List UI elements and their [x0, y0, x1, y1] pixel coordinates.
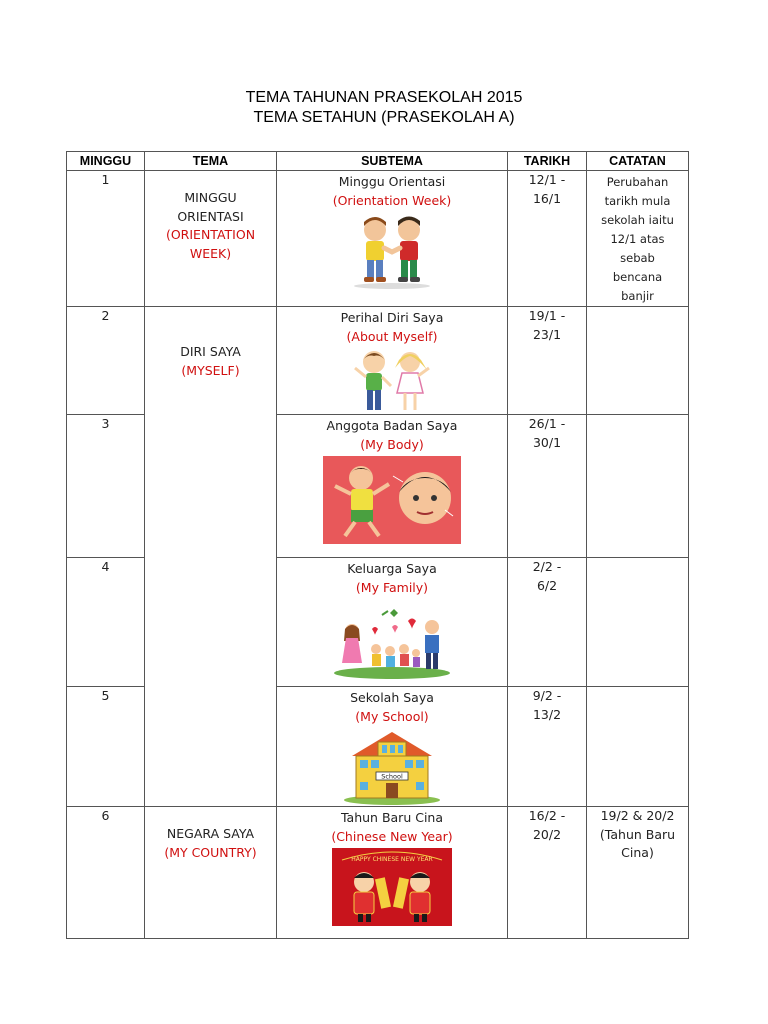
header-tema: TEMA — [145, 152, 277, 171]
note-cell — [587, 687, 689, 807]
theme-name: DIRI SAYA — [180, 344, 241, 359]
week-number: 4 — [67, 558, 145, 687]
note-line: tarikh mula — [604, 194, 671, 208]
subtheme-name: Minggu Orientasi — [338, 174, 446, 189]
date-end: 13/2 — [532, 706, 562, 722]
note-line: Cina) — [621, 845, 654, 860]
note-cell — [587, 558, 689, 687]
subtheme-name: Keluarga Saya — [347, 561, 437, 576]
theme-english: (MYSELF) — [181, 362, 240, 378]
date-cell — [508, 307, 587, 415]
subtheme-cell — [277, 415, 508, 558]
date-end: 6/2 — [536, 577, 558, 593]
date-end: 20/2 — [532, 826, 562, 842]
note-line: bencana — [612, 270, 663, 284]
theme-cell-orientasi — [145, 171, 277, 307]
subtheme-english: (Chinese New Year) — [331, 828, 453, 844]
cny-banner-text: HAPPY CHINESE NEW YEAR — [351, 856, 433, 863]
title-block — [0, 88, 768, 128]
subtheme-cell — [277, 558, 508, 687]
theme-cell-diri — [145, 307, 277, 807]
week-number: 1 — [67, 171, 145, 307]
date-end: 16/1 — [532, 190, 562, 206]
date-start: 16/2 - — [528, 808, 566, 823]
note-line: 19/2 & 20/2 — [600, 808, 675, 823]
theme-name: NEGARA SAYA — [166, 826, 255, 841]
header-catatan: CATATAN — [587, 152, 689, 171]
page-subtitle: TEMA SETAHUN (PRASEKOLAH A) — [253, 109, 515, 126]
week-number: 6 — [67, 807, 145, 939]
school-sign-text: School — [381, 772, 403, 781]
table-row — [67, 807, 689, 939]
header-subtema: SUBTEMA — [277, 152, 508, 171]
date-cell — [508, 807, 587, 939]
note-line: banjir — [621, 289, 654, 303]
date-start: 19/1 - — [528, 308, 566, 323]
subtheme-cell — [277, 807, 508, 939]
note-line: Perubahan — [606, 175, 669, 189]
date-cell — [508, 415, 587, 558]
theme-english: (MY COUNTRY) — [164, 844, 257, 860]
note-line: sebab — [620, 251, 655, 265]
school-building-illustration — [342, 728, 442, 806]
header-row — [67, 152, 689, 171]
theme-cell-negara — [145, 807, 277, 939]
week-number: 2 — [67, 307, 145, 415]
subtheme-name: Anggota Badan Saya — [326, 418, 458, 433]
theme-name: ORIENTASI — [177, 208, 244, 224]
subtheme-name: Tahun Baru Cina — [340, 810, 444, 825]
date-cell — [508, 687, 587, 807]
body-parts-illustration — [323, 456, 461, 544]
header-minggu: MINGGU — [67, 152, 145, 171]
header-tarikh: TARIKH — [508, 152, 587, 171]
subtheme-cell — [277, 171, 508, 307]
date-end: 30/1 — [532, 434, 562, 450]
subtheme-english: (Orientation Week) — [332, 192, 452, 208]
date-cell — [508, 558, 587, 687]
note-line: (Tahun Baru — [599, 826, 676, 842]
theme-english: WEEK) — [189, 245, 232, 261]
week-number: 3 — [67, 415, 145, 558]
table-row — [67, 171, 689, 307]
table-row — [67, 307, 689, 415]
page-title: TEMA TAHUNAN PRASEKOLAH 2015 — [245, 89, 523, 106]
date-start: 26/1 - — [528, 416, 566, 431]
chinese-new-year-illustration — [332, 848, 452, 926]
theme-english: (ORIENTATION — [165, 227, 256, 242]
note-cell — [587, 415, 689, 558]
handshake-kids-illustration — [347, 212, 437, 290]
boy-girl-illustration — [347, 348, 437, 414]
family-illustration — [332, 607, 452, 681]
note-cell — [587, 171, 689, 307]
date-start: 2/2 - — [532, 559, 562, 574]
date-cell — [508, 171, 587, 307]
subtheme-name: Perihal Diri Saya — [340, 310, 444, 325]
subtheme-name: Sekolah Saya — [350, 690, 434, 705]
theme-table — [66, 151, 689, 939]
note-cell — [587, 807, 689, 939]
theme-name: MINGGU — [184, 190, 237, 205]
subtheme-cell — [277, 687, 508, 807]
date-end: 23/1 — [532, 326, 562, 342]
week-number: 5 — [67, 687, 145, 807]
date-start: 9/2 - — [532, 688, 562, 703]
date-start: 12/1 - — [528, 172, 566, 187]
subtheme-english: (My School) — [355, 708, 429, 724]
subtheme-english: (My Body) — [360, 436, 424, 452]
subtheme-english: (About Myself) — [346, 328, 438, 344]
note-line: 12/1 atas — [610, 232, 665, 246]
note-cell — [587, 307, 689, 415]
note-line: sekolah iaitu — [601, 213, 674, 227]
subtheme-cell — [277, 307, 508, 415]
subtheme-english: (My Family) — [355, 579, 429, 595]
